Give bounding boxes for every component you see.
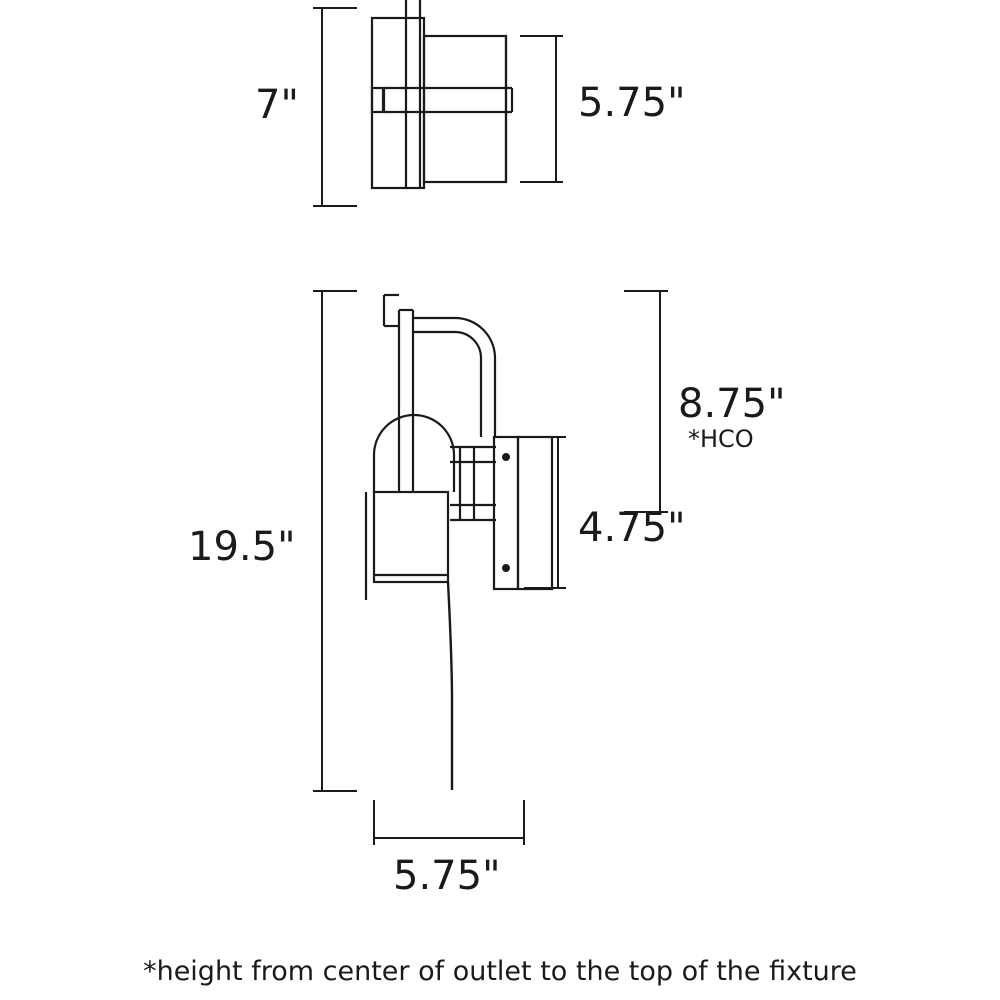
dimension-label-hco-height: 8.75": [678, 381, 786, 427]
top-view-backplate: [372, 18, 424, 188]
side-view-overall-height-dimension: [313, 291, 357, 791]
side-view-screw-bottom: [502, 564, 510, 572]
side-view-hco-dimension: [624, 291, 668, 512]
dimension-label-side-width: 5.75": [393, 853, 501, 899]
dimension-label-top-height: 7": [255, 82, 299, 128]
top-view-width-dimension: [520, 36, 563, 182]
dimension-label-overall-height: 19.5": [188, 524, 296, 570]
side-view-shade-body: [374, 492, 448, 582]
side-view-projection-dimension: [524, 437, 566, 588]
top-view-shade: [424, 36, 506, 182]
top-view-height-dimension: [313, 8, 357, 206]
dimension-label-hco-note: *HCO: [688, 425, 754, 453]
side-view-cord: [448, 582, 452, 790]
footnote-text: *height from center of outlet to the top of the fixture: [143, 956, 857, 987]
side-view-swing-arm: [413, 318, 495, 437]
side-view-screw-top: [502, 453, 510, 461]
side-view-width-dimension: [374, 800, 524, 845]
dimension-label-projection: 4.75": [578, 505, 686, 551]
dimension-label-top-width: 5.75": [578, 80, 686, 126]
side-view-wall-plate-outer: [518, 437, 552, 589]
